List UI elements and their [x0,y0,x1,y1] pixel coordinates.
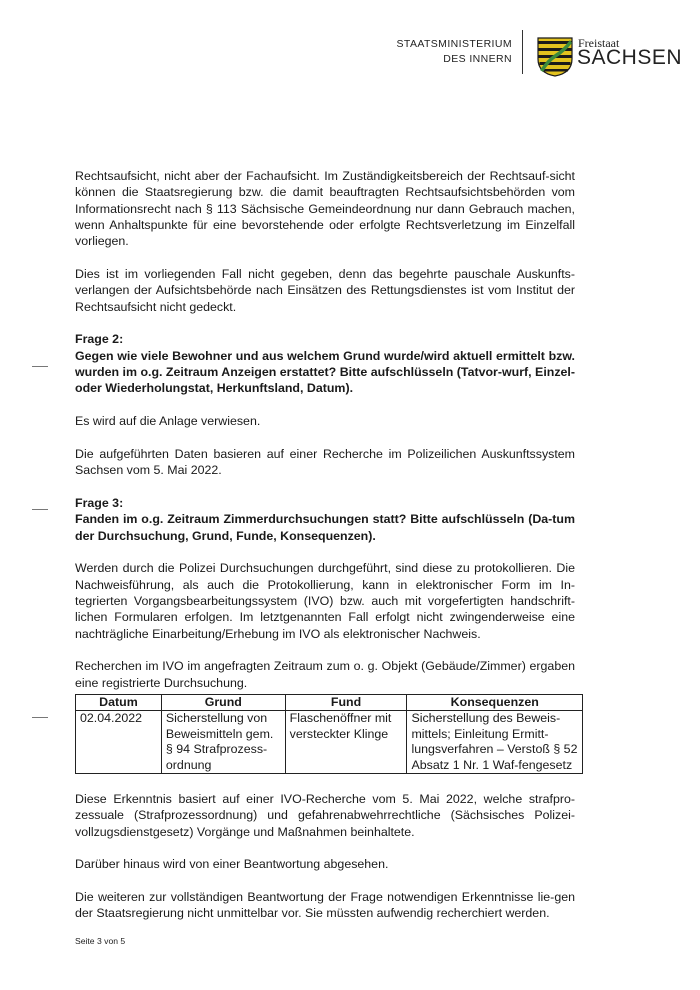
answer-3-search-result: Recherchen im IVO im angefragten Zeitraum zum o. g. Objekt (Gebäude/Zimmer) ergaben eine registrierte Durchsuchung. [75,659,575,690]
answer-2-reference: Es wird auf die Anlage verwiesen. [75,414,261,429]
answer-3-basis: Diese Erkenntnis basiert auf einer IVO-Recherche vom 5. Mai 2022, welche strafpro-zessuale (Strafprozessordnung) und gefahrenabwehrrechtliche (Sächsisches Polizei-vollzugsdienstgesetz) Vorgänge und Maßnahmen beinhaltete. [75,791,575,839]
margin-mark [32,509,48,510]
answer-3-declined: Darüber hinaus wird von einer Beantwortung abgesehen. [75,857,389,872]
search-results-table [75,694,583,775]
cell-fund: Flaschenöffner mit versteckter Klinge [285,711,407,774]
header-divider [522,30,523,74]
column-header-fund: Fund [285,694,407,711]
cell-konsequenzen: Sicherstellung des Beweis-mittels; Einleitung Ermitt-lungsverfahren – Verstoß § 52 Absatz 1 Nr. 1 Waf-fengesetz [407,711,583,774]
page-number: Seite 3 von 5 [75,936,126,946]
margin-mark [32,717,48,718]
state-name-large: SACHSEN [577,46,683,69]
column-header-konsequenzen: Konsequenzen [407,694,583,711]
question-2-text: Gegen wie viele Bewohner und aus welchem Grund wurde/wird aktuell ermittelt bzw. wurden im o.g. Zeitraum Anzeigen erstattet? Bitte aufschlüsseln (Tatvor-wurf, Einzel- oder Wiederholungstat, Herkunftsland, Datum). [75,348,575,396]
column-header-datum: Datum [76,694,162,711]
column-header-grund: Grund [161,694,285,711]
ministry-line-1: STAATSMINISTERIUM [396,38,512,50]
question-3-text: Fanden im o.g. Zeitraum Zimmerdurchsuchungen statt? Bitte aufschlüsseln (Da-tum der Durchsuchung, Grund, Funde, Konsequenzen). [75,512,575,543]
table-header-row [76,694,583,711]
margin-mark [32,366,48,367]
answer-3-protocol: Werden durch die Polizei Durchsuchungen durchgeführt, sind diese zu protokollieren. Die Nachweisführung, als auch die Protokollierung, kann in elektronischer Form im In-tegrierten Vorgangsbearbeitungssystem (IVO) bzw. auch mit vorgefertigten handschrift-lichen Formularen erfolgen. Im letztgenannten Fall erfolgt nicht zwingenderweise eine nachträgliche Einarbeitung/Erhebung im IVO als elektronischer Nachweis. [75,561,575,641]
paragraph-not-given: Dies ist im vorliegenden Fall nicht gegeben, denn das begehrte pauschale Auskunfts-verlangen der Aufsichtsbehörde nach Einsätzen des Rettungsdienstes ist vom Institut der Rechtsaufsicht nicht gedeckt. [75,266,575,314]
saxony-crest-icon [537,37,573,77]
state-name-small: Freistaat [578,36,620,50]
question-3-label: Frage 3: [75,495,124,510]
ministry-line-2: DES INNERN [443,53,512,65]
paragraph-rechtsaufsicht: Rechtsaufsicht, nicht aber der Fachaufsicht. Im Zuständigkeitsbereich der Rechtsauf-sicht können die Staatsregierung bzw. die damit beauftragten Rechtsaufsichtsbehörden vom Informationsrecht nach § 113 Sächsische Gemeindeordnung nur dann Gebrauch machen, wenn Anhaltspunkte für eine bevorstehende oder erfolgte Rechtsverletzung im Einzelfall vorliegen. [75,169,575,249]
document-body [75,168,578,922]
answer-2-source: Die aufgeführten Daten basieren auf einer Recherche im Polizeilichen Auskunftssystem Sachsen vom 5. Mai 2022. [75,446,575,478]
ministry-name [386,37,512,67]
cell-datum: 02.04.2022 [76,711,162,774]
cell-grund: Sicherstellung von Beweismitteln gem. § 94 Strafprozess-ordnung [161,711,285,774]
table-row [76,711,583,774]
answer-3-not-available: Die weiteren zur vollständigen Beantwortung der Frage notwendigen Erkenntnisse lie-gen der Staatsregierung nicht unmittelbar vor. Sie müssten aufwendig recherchiert werden. [75,890,575,921]
question-2-label: Frage 2: [75,332,124,347]
